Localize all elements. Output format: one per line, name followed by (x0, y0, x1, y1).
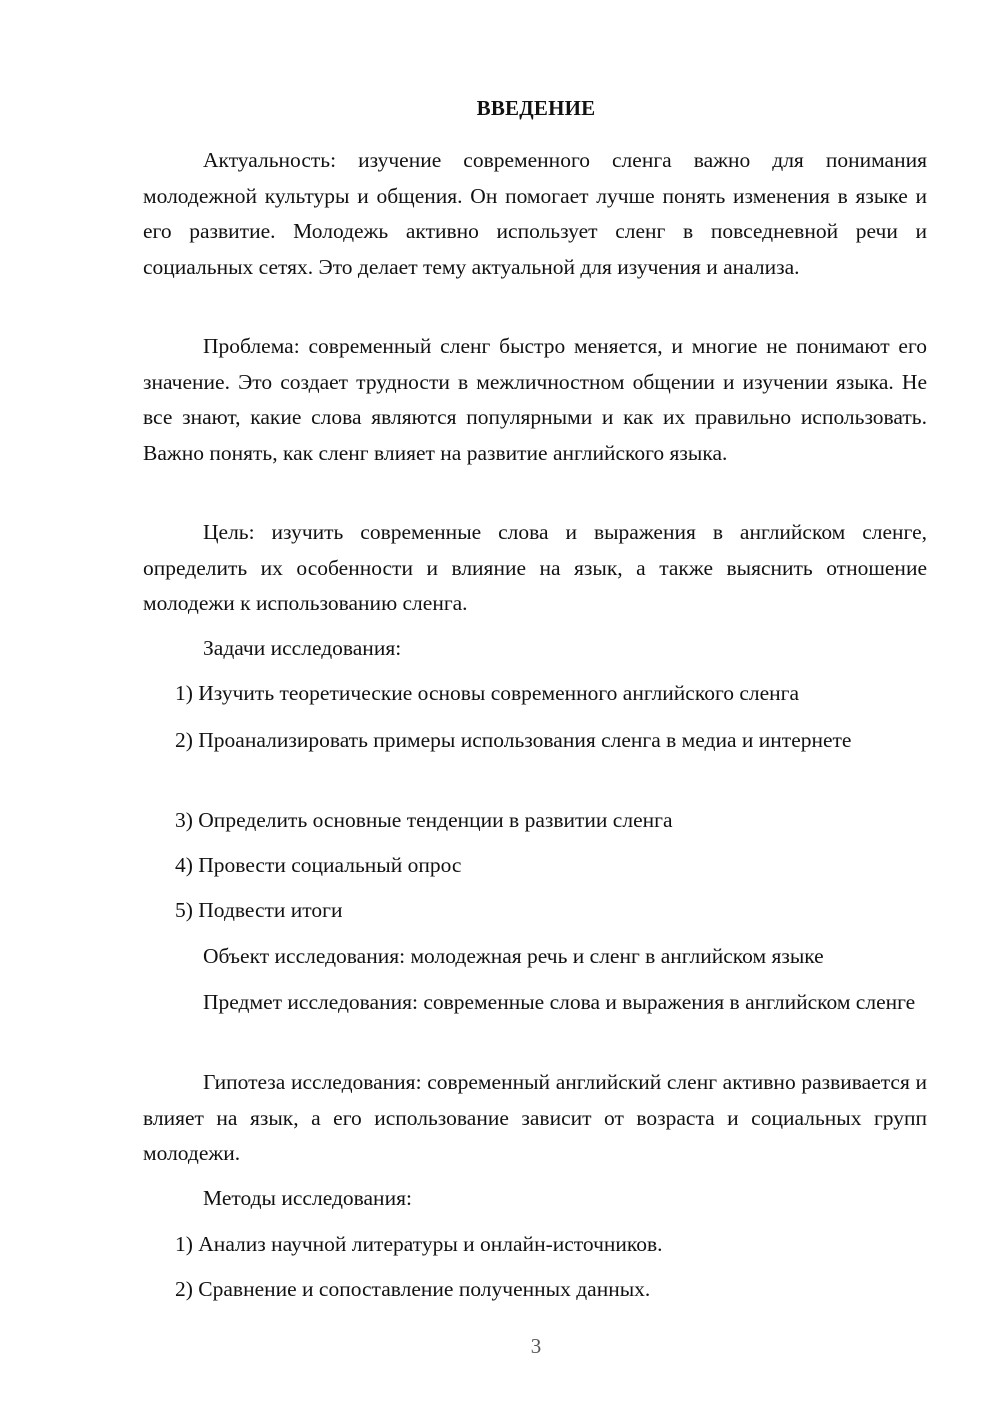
method-item-2: 2) Сравнение и сопоставление полученных данных. (175, 1277, 651, 1301)
page-number: 3 (530, 1334, 542, 1358)
goal-paragraph: Цель: изучить современные слова и выражения в английском сленге, определить их особенности и влияние на язык, а также выяснить отношение молодежи к использованию сленга. (143, 520, 927, 615)
task-item-2: 2) Проанализировать примеры использования сленга в медиа и интернете (175, 728, 852, 752)
task-item-4: 4) Провести социальный опрос (175, 853, 462, 877)
methods-heading: Методы исследования: (203, 1186, 412, 1210)
task-item-5: 5) Подвести итоги (175, 898, 343, 922)
task-item-1: 1) Изучить теоретические основы современного английского сленга (175, 681, 800, 705)
page-title: ВВЕДЕНИЕ (476, 96, 596, 120)
tasks-heading: Задачи исследования: (203, 636, 402, 660)
object-line: Объект исследования: молодежная речь и сленг в английском языке (203, 944, 824, 968)
problem-paragraph: Проблема: современный сленг быстро меняется, и многие не понимают его значение. Это создает трудности в межличностном общении и изучении языка. Не все знают, какие слова являются популярными и как их правильно использовать. Важно понять, как сленг влияет на развитие английского языка. (143, 334, 927, 465)
hypothesis-paragraph: Гипотеза исследования: современный английский сленг активно развивается и влияет на язык, а его использование зависит от возраста и социальных групп молодежи. (143, 1070, 927, 1165)
task-item-3: 3) Определить основные тенденции в развитии сленга (175, 808, 673, 832)
subject-paragraph: Предмет исследования: современные слова и выражения в английском сленге (203, 990, 916, 1014)
relevance-paragraph: Актуальность: изучение современного сленга важно для понимания молодежной культуры и общения. Он помогает лучше понять изменения в языке и его развитие. Молодежь активно использует сленг в повседневной речи и социальных сетях. Это делает тему актуальной для изучения и анализа. (143, 148, 927, 279)
method-item-1: 1) Анализ научной литературы и онлайн-источников. (175, 1232, 663, 1256)
